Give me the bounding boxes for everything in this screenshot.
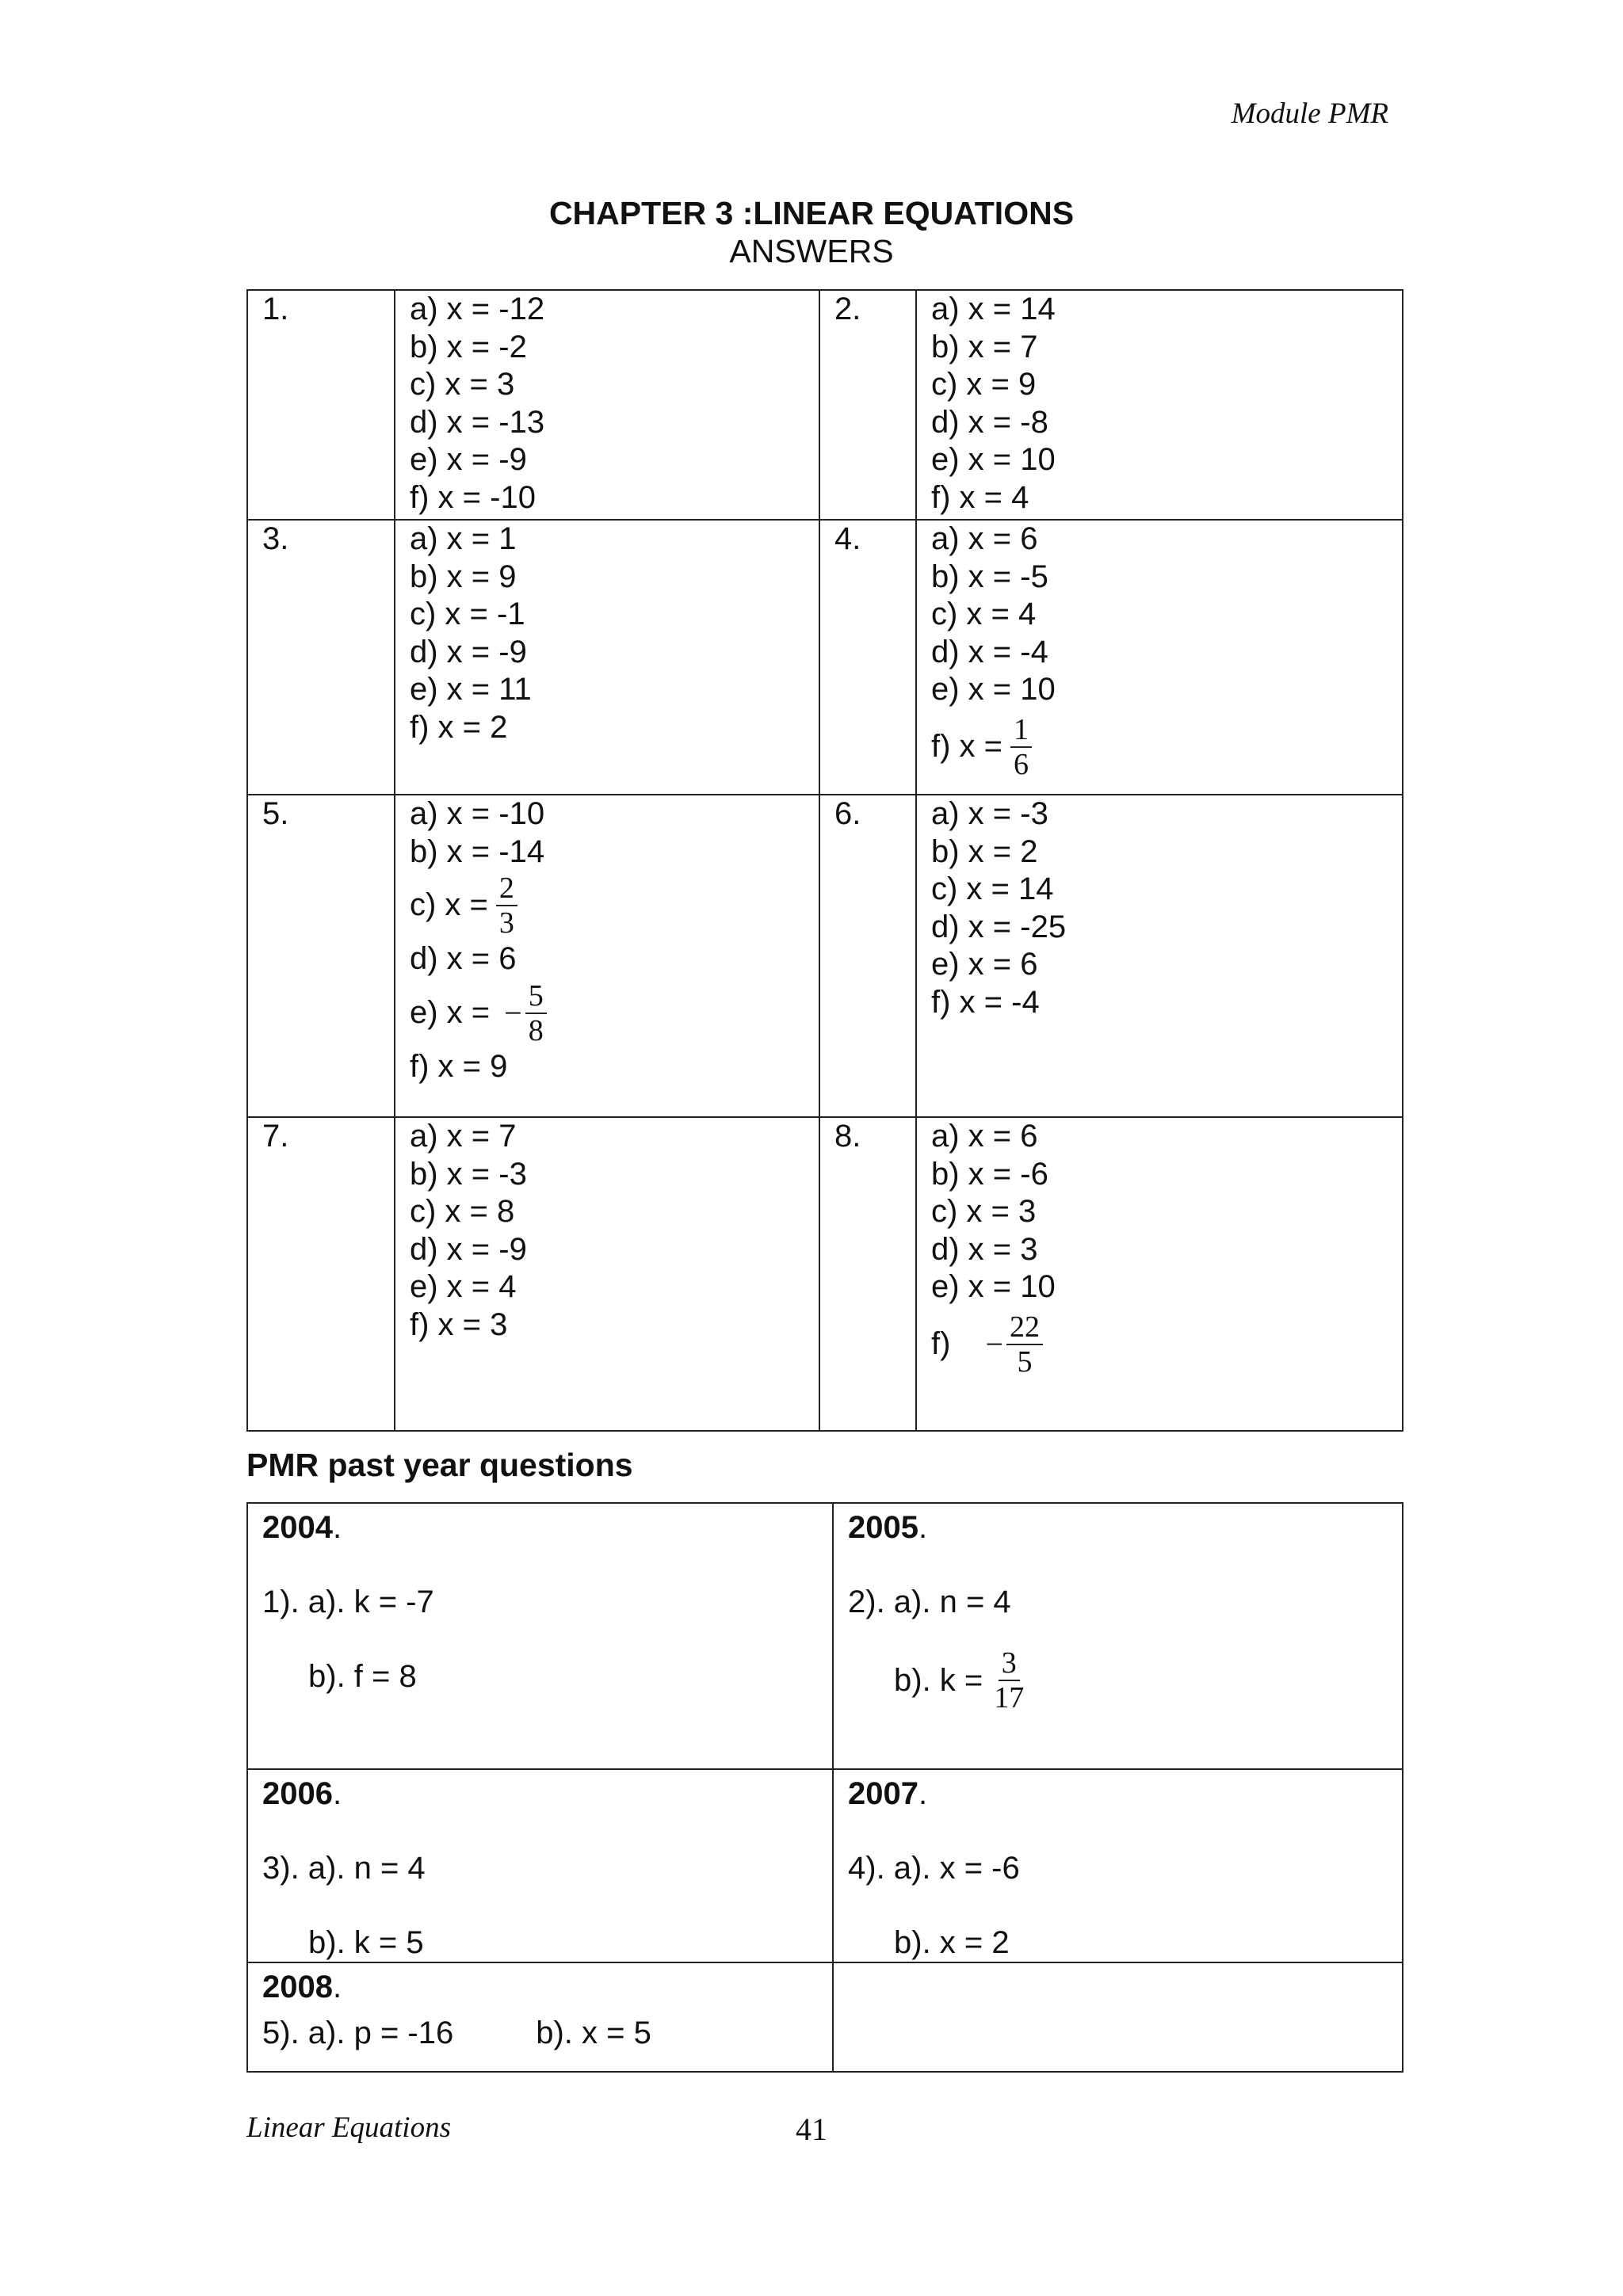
pmr-table [246, 1502, 1403, 2073]
answers-row [247, 1117, 1403, 1431]
answer-cell-q8 [916, 1117, 1403, 1431]
pmr-row [247, 1769, 1403, 1962]
fraction [994, 1646, 1024, 1714]
pmr-answer-label: b). k = [894, 1663, 983, 1698]
answer-line: f) x = 4 [931, 479, 1029, 515]
question-number: 6. [819, 795, 916, 1117]
fraction-numerator: 2 [496, 871, 517, 906]
pmr-answer: 1). a). k = -7 [262, 1585, 434, 1619]
year-label: 2005. [848, 1510, 928, 1545]
answer-line: a) x = 7 [410, 1119, 517, 1154]
footer-chapter-name: Linear Equations [246, 2111, 451, 2144]
answer-line: f) x = 9 [410, 1048, 508, 1084]
answer-line: d) x = -13 [410, 404, 545, 440]
answer-line: a) x = -3 [931, 796, 1048, 831]
pmr-cell-2007 [833, 1769, 1403, 1962]
answer-line: c) x = -1 [410, 597, 525, 631]
fraction-numerator: 5 [525, 979, 547, 1014]
fraction [525, 979, 547, 1047]
answer-line: c) x = 8 [410, 1194, 515, 1229]
fraction [1010, 713, 1032, 781]
pmr-answer-line [262, 2014, 818, 2052]
pmr-answer-fraction [848, 1646, 1388, 1714]
year-label: 2008. [262, 1970, 342, 2004]
fraction-denominator: 3 [498, 906, 514, 940]
answer-cell-q5 [395, 795, 819, 1117]
pmr-answer: 4). a). x = -6 [848, 1851, 1020, 1886]
answer-line: a) x = 14 [931, 292, 1056, 326]
answers-table [246, 289, 1403, 1432]
answer-line: d) x = -4 [931, 634, 1048, 669]
answer-line: b) x = 9 [410, 559, 517, 594]
answer-line: b) x = -3 [410, 1156, 527, 1192]
answer-line: e) x = 10 [931, 1269, 1056, 1304]
fraction-denominator: 8 [528, 1013, 544, 1047]
answer-line: e) x = 10 [931, 672, 1056, 707]
question-number: 5. [247, 795, 395, 1117]
answer-line: f) x = 2 [410, 709, 508, 745]
question-number: 2. [819, 290, 916, 520]
answer-line: b) x = -5 [931, 559, 1048, 594]
answer-line: a) x = -12 [410, 292, 545, 326]
answers-row [247, 795, 1403, 1117]
answer-line: b) x = -14 [410, 833, 545, 869]
pmr-cell-2008 [247, 1962, 833, 2072]
question-number: 8. [819, 1117, 916, 1431]
question-number: 1. [247, 290, 395, 520]
year-label: 2006. [262, 1776, 342, 1811]
answer-line: d) x = -9 [410, 1231, 527, 1267]
pmr-cell-2006 [247, 1769, 833, 1962]
answer-cell-q1 [395, 290, 819, 520]
answer-line: c) x = 3 [410, 367, 515, 402]
answer-line: f) x = -4 [931, 984, 1040, 1020]
pmr-answer: b). k = 5 [308, 1925, 424, 1960]
answer-label: f) x = [931, 728, 1003, 764]
answer-line: e) x = 10 [931, 442, 1056, 477]
fraction-denominator: 5 [1017, 1344, 1033, 1379]
answer-line: c) x = 9 [931, 367, 1037, 402]
pmr-answer: 3). a). n = 4 [262, 1851, 426, 1886]
answer-line-fraction [931, 1306, 1402, 1383]
fraction-numerator: 1 [1010, 713, 1032, 748]
answer-line: d) x = 6 [410, 941, 517, 976]
answer-label: f) [931, 1325, 951, 1361]
pmr-section-title: PMR past year questions [246, 1447, 633, 1483]
answer-line: f) x = -10 [410, 479, 536, 515]
answer-line: c) x = 4 [931, 597, 1037, 631]
answers-subtitle: ANSWERS [729, 233, 894, 269]
question-number: 4. [819, 520, 916, 795]
pmr-row [247, 1962, 1403, 2072]
answer-line: b) x = 7 [931, 329, 1038, 364]
answer-line: d) x = -9 [410, 634, 527, 669]
answer-line-fraction [931, 709, 1402, 785]
year-label: 2004. [262, 1510, 342, 1545]
answer-line: c) x = 3 [931, 1194, 1037, 1229]
answer-label: e) x = [410, 994, 491, 1030]
answer-line: d) x = -8 [931, 404, 1048, 440]
pmr-row [247, 1503, 1403, 1769]
fraction-denominator: 6 [1014, 747, 1029, 781]
minus-sign: − [985, 1325, 1003, 1362]
answer-line: b) x = 2 [931, 833, 1038, 869]
page-number: 41 [796, 2111, 827, 2147]
answer-line: c) x = 14 [931, 871, 1054, 906]
answers-row [247, 290, 1403, 520]
fraction [1006, 1310, 1043, 1379]
year-label: 2007. [848, 1776, 928, 1811]
question-number: 7. [247, 1117, 395, 1431]
pmr-answer: b). x = 5 [536, 2016, 651, 2050]
answer-cell-q3 [395, 520, 819, 795]
answer-line-fraction [410, 978, 819, 1048]
answer-line: d) x = 3 [931, 1231, 1038, 1267]
answer-label: c) x = [410, 887, 488, 923]
answer-cell-q4 [916, 520, 1403, 795]
answer-line-fraction [410, 871, 819, 940]
answer-line: e) x = 6 [931, 947, 1038, 982]
pmr-answer: 2). a). n = 4 [848, 1585, 1011, 1619]
fraction-denominator: 17 [994, 1681, 1025, 1714]
pmr-answer: b). x = 2 [894, 1925, 1010, 1960]
module-header: Module PMR [1231, 97, 1388, 130]
answers-row [247, 520, 1403, 795]
fraction-numerator: 3 [999, 1646, 1020, 1681]
answer-cell-q6 [916, 795, 1403, 1117]
answer-line: d) x = -25 [931, 909, 1067, 944]
answer-line: b) x = -2 [410, 329, 527, 364]
pmr-answer: b). f = 8 [308, 1659, 417, 1694]
answer-line: b) x = -6 [931, 1156, 1048, 1192]
answer-line: f) x = 3 [410, 1306, 508, 1342]
pmr-cell-2005 [833, 1503, 1403, 1769]
pmr-cell-2004 [247, 1503, 833, 1769]
answer-line: a) x = -10 [410, 796, 545, 831]
fraction [496, 871, 517, 940]
answer-cell-q2 [916, 290, 1403, 520]
answer-line: a) x = 6 [931, 521, 1038, 556]
chapter-title: CHAPTER 3 :LINEAR EQUATIONS [548, 195, 1075, 231]
fraction-numerator: 22 [1006, 1310, 1043, 1345]
answer-line: e) x = 11 [410, 672, 532, 707]
answer-line: e) x = 4 [410, 1269, 517, 1304]
question-number: 3. [247, 520, 395, 795]
answer-line: a) x = 6 [931, 1119, 1038, 1154]
pmr-answer: 5). a). p = -16 [262, 2016, 454, 2050]
answer-line: a) x = 1 [410, 521, 517, 556]
pmr-cell-empty [833, 1962, 1403, 2072]
answer-line: e) x = -9 [410, 442, 527, 477]
answer-cell-q7 [395, 1117, 819, 1431]
minus-sign: − [504, 994, 522, 1031]
